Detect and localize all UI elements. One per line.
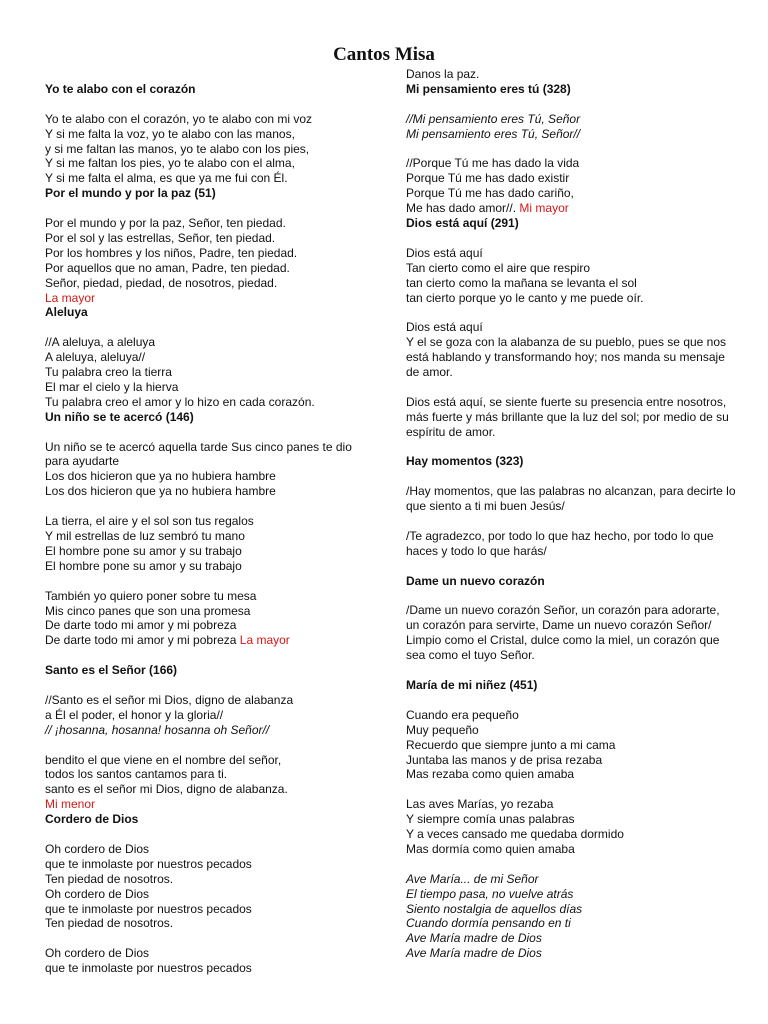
line-text: Y el se goza con la alabanza de su pueblo, pues se que nos está hablando y transformando hoy; nos manda su mensaje de amor. bbox=[406, 335, 727, 380]
lyric-line bbox=[406, 261, 736, 276]
blank-line bbox=[406, 305, 736, 320]
lyric-line bbox=[406, 395, 736, 440]
lyric-line bbox=[45, 559, 375, 574]
lyric-line bbox=[45, 127, 375, 142]
blank-line bbox=[406, 97, 736, 112]
line-text: Un niño se te acercó (146) bbox=[45, 409, 194, 424]
line-text: Mi pensamiento eres Tú, Señor// bbox=[406, 126, 581, 141]
lyric-line bbox=[45, 887, 375, 902]
line-text: Yo te alabo con el corazón bbox=[45, 81, 196, 96]
lyric-line bbox=[406, 767, 736, 782]
lyric-line bbox=[406, 291, 736, 306]
lyric-line bbox=[406, 335, 736, 380]
song-title bbox=[406, 678, 736, 693]
lyric-line bbox=[45, 261, 375, 276]
lyric-line bbox=[406, 603, 736, 633]
lyric-line bbox=[45, 529, 375, 544]
song-title bbox=[45, 663, 375, 678]
line-text: //Porque Tú me has dado la vida bbox=[406, 156, 580, 171]
lyric-line bbox=[45, 753, 375, 768]
blank-line bbox=[406, 663, 736, 678]
blank-line bbox=[406, 514, 736, 529]
lyric-line bbox=[45, 633, 375, 648]
lyric-line bbox=[406, 127, 736, 142]
song-title bbox=[45, 305, 375, 320]
lyric-line bbox=[406, 708, 736, 723]
song-title bbox=[406, 216, 736, 231]
lyric-line bbox=[45, 767, 375, 782]
lyric-line bbox=[406, 887, 736, 902]
lyric-line bbox=[406, 916, 736, 931]
lyric-line bbox=[406, 723, 736, 738]
line-text: El tiempo pasa, no vuelve atrás bbox=[406, 886, 574, 901]
line-text: Yo te alabo con el corazón, yo te alabo con mi voz bbox=[45, 111, 313, 126]
line-text: Mi menor bbox=[45, 797, 96, 812]
blank-line bbox=[406, 469, 736, 484]
line-text: /Te agradezco, por todo lo que haz hecho, por todo lo que haces y todo lo que harás/ bbox=[406, 528, 714, 558]
lyric-line bbox=[45, 708, 375, 723]
line-text: tan cierto porque yo le canto y me puede oír. bbox=[406, 290, 644, 305]
line-text: La mayor bbox=[45, 290, 96, 305]
line-text: que te inmolaste por nuestros pecados bbox=[45, 961, 252, 976]
line-text: Hay momentos (323) bbox=[406, 454, 524, 469]
song-title bbox=[45, 186, 375, 201]
lyric-line bbox=[406, 171, 736, 186]
line-text: Y si me faltan los pies, yo te alabo con el alma, bbox=[45, 156, 295, 171]
line-text: De darte todo mi amor y mi pobreza bbox=[45, 618, 237, 633]
line-text: Y mil estrellas de luz sembró tu mano bbox=[45, 529, 245, 543]
lyric-line bbox=[406, 67, 736, 82]
lyric-line bbox=[45, 902, 375, 917]
lyric-line bbox=[45, 276, 375, 291]
line-text: Dios está aquí (291) bbox=[406, 216, 519, 231]
line-text: Cuando era pequeño bbox=[406, 707, 519, 722]
line-text: //Mi pensamiento eres Tú, Señor bbox=[406, 111, 581, 126]
line-text: Limpio como el Cristal, dulce como la miel, un corazón que sea como el tuyo Señor. bbox=[406, 633, 720, 663]
line-text: También yo quiero poner sobre tu mesa bbox=[45, 588, 257, 603]
line-text: Y si me falta la voz, yo te alabo con las manos, bbox=[45, 126, 295, 141]
line-text: Mi pensamiento eres tú (328) bbox=[406, 81, 571, 96]
blank-line bbox=[45, 648, 375, 663]
lyric-line bbox=[45, 618, 375, 633]
lyric-line bbox=[406, 186, 736, 201]
line-text: Me has dado amor//. bbox=[406, 201, 517, 216]
lyric-line bbox=[406, 827, 736, 842]
line-text: Siento nostalgia de aquellos días bbox=[406, 901, 583, 916]
line-text: Las aves Marías, yo rezaba bbox=[406, 797, 554, 812]
line-text: Señor, piedad, piedad, de nosotros, piedad. bbox=[45, 275, 278, 290]
song-title bbox=[45, 812, 375, 827]
line-text: Dios está aquí bbox=[406, 320, 483, 335]
lyric-line bbox=[45, 142, 375, 157]
line-text: Oh cordero de Dios bbox=[45, 886, 150, 901]
lyric-line bbox=[406, 812, 736, 827]
line-text: De darte todo mi amor y mi pobreza bbox=[45, 633, 237, 648]
lyric-line bbox=[406, 156, 736, 171]
lyric-line bbox=[406, 797, 736, 812]
lyric-line bbox=[45, 231, 375, 246]
lyric-line bbox=[45, 693, 375, 708]
lyric-line bbox=[45, 335, 375, 350]
line-text: Oh cordero de Dios bbox=[45, 841, 150, 856]
line-text: Ten piedad de nosotros. bbox=[45, 916, 174, 931]
lyric-line bbox=[45, 961, 375, 976]
lyric-line bbox=[45, 842, 375, 857]
line-text: Santo es el Señor (166) bbox=[45, 663, 178, 678]
song-title bbox=[45, 82, 375, 97]
lyric-line bbox=[406, 529, 736, 559]
line-text: bendito el que viene en el nombre del señor, bbox=[45, 752, 282, 767]
line-text: Ave María madre de Dios bbox=[406, 946, 542, 961]
key-note bbox=[45, 797, 375, 812]
lyric-line bbox=[45, 484, 375, 499]
lyric-line bbox=[406, 842, 736, 857]
lyric-line bbox=[45, 171, 375, 186]
line-text: Por el mundo y por la paz (51) bbox=[45, 186, 216, 201]
lyric-line bbox=[45, 857, 375, 872]
lyric-line bbox=[406, 484, 736, 514]
song-title bbox=[406, 574, 736, 589]
line-text: Dios está aquí, se siente fuerte su presencia entre nosotros, más fuerte y más brillante que la luz del sol; por medio de su espíritu de amor. bbox=[406, 394, 729, 439]
blank-line bbox=[406, 380, 736, 395]
blank-line bbox=[45, 499, 375, 514]
line-text: /Hay momentos, que las palabras no alcanzan, para decirte lo que siento a ti mi buen Jesús/ bbox=[406, 484, 736, 514]
line-text: Aleluya bbox=[45, 305, 88, 320]
line-text: Ten piedad de nosotros. bbox=[45, 871, 174, 886]
lyric-line bbox=[45, 112, 375, 127]
line-text: Tu palabra creo la tierra bbox=[45, 365, 172, 380]
line-text: Un niño se te acercó aquella tarde Sus cinco panes te dio para ayudarte bbox=[45, 439, 352, 469]
blank-line bbox=[45, 425, 375, 440]
line-text: Y si me falta el alma, es que ya me fui con Él. bbox=[45, 171, 288, 186]
line-text: //Santo es el señor mi Dios, digno de alabanza bbox=[45, 692, 294, 707]
lyric-line bbox=[45, 246, 375, 261]
blank-line bbox=[45, 97, 375, 112]
line-text: // ¡hosanna, hosanna! hosanna oh Señor// bbox=[45, 722, 270, 737]
lyric-line bbox=[45, 514, 375, 529]
line-text: santo es el señor mi Dios, digno de alabanza. bbox=[45, 782, 288, 797]
line-text: Por el sol y las estrellas, Señor, ten piedad. bbox=[45, 230, 276, 245]
line-text: que te inmolaste por nuestros pecados bbox=[45, 901, 252, 916]
lyric-line bbox=[406, 931, 736, 946]
song-title bbox=[406, 454, 736, 469]
lyric-line bbox=[45, 782, 375, 797]
lyric-line bbox=[45, 916, 375, 931]
blank-line bbox=[406, 693, 736, 708]
line-text: a Él el poder, el honor y la gloria// bbox=[45, 707, 224, 722]
blank-line bbox=[406, 559, 736, 574]
lyric-line bbox=[406, 902, 736, 917]
lyric-line bbox=[45, 469, 375, 484]
blank-line bbox=[406, 440, 736, 455]
line-text: Oh cordero de Dios bbox=[45, 946, 150, 961]
blank-line bbox=[45, 738, 375, 753]
line-text: Por el mundo y por la paz, Señor, ten piedad. bbox=[45, 216, 286, 231]
lyric-line bbox=[45, 604, 375, 619]
line-text: Porque Tú me has dado existir bbox=[406, 171, 570, 186]
key-note bbox=[45, 291, 375, 306]
key-note: Mi mayor bbox=[519, 201, 569, 216]
lyric-line bbox=[45, 216, 375, 231]
lyric-line bbox=[45, 723, 375, 738]
right-column bbox=[406, 67, 736, 961]
lyric-line bbox=[406, 201, 736, 216]
line-text: El hombre pone su amor y su trabajo bbox=[45, 558, 242, 573]
blank-line bbox=[406, 142, 736, 157]
line-text: Los dos hicieron que ya no hubiera hambre bbox=[45, 484, 276, 499]
line-text: Mas dormía como quien amaba bbox=[406, 841, 575, 856]
line-text: que te inmolaste por nuestros pecados bbox=[45, 856, 252, 871]
line-text: /Dame un nuevo corazón Señor, un corazón para adorarte, un corazón para servirte, Dame un nuevo corazón Señor/ bbox=[406, 603, 720, 633]
blank-line bbox=[45, 67, 375, 82]
lyric-line bbox=[406, 633, 736, 663]
line-text: Dame un nuevo corazón bbox=[406, 573, 545, 588]
line-text: Porque Tú me has dado cariño, bbox=[406, 186, 574, 201]
line-text: //A aleluya, a aleluya bbox=[45, 335, 156, 350]
blank-line bbox=[406, 857, 736, 872]
lyric-line bbox=[406, 246, 736, 261]
blank-line bbox=[45, 931, 375, 946]
blank-line bbox=[406, 231, 736, 246]
lyric-line bbox=[45, 350, 375, 365]
lyric-line bbox=[406, 753, 736, 768]
line-text: Ave María madre de Dios bbox=[406, 931, 542, 946]
blank-line bbox=[45, 574, 375, 589]
lyric-line bbox=[406, 946, 736, 961]
line-text: Mas rezaba como quien amaba bbox=[406, 767, 575, 782]
blank-line bbox=[45, 320, 375, 335]
lyric-line bbox=[45, 544, 375, 559]
lyric-line bbox=[45, 872, 375, 887]
line-text: y si me faltan las manos, yo te alabo con los pies, bbox=[45, 141, 310, 156]
line-text: Los dos hicieron que ya no hubiera hambre bbox=[45, 469, 276, 484]
line-text: Ave María... de mi Señor bbox=[406, 871, 539, 886]
line-text: Tan cierto como el aire que respiro bbox=[406, 260, 591, 275]
line-text: tan cierto como la mañana se levanta el sol bbox=[406, 275, 637, 290]
line-text: Tu palabra creo el amor y lo hizo en cada corazón. bbox=[45, 394, 315, 409]
line-text: El hombre pone su amor y su trabajo bbox=[45, 543, 242, 558]
line-text: Por los hombres y los niños, Padre, ten piedad. bbox=[45, 245, 298, 260]
song-title bbox=[406, 82, 736, 97]
blank-line bbox=[406, 782, 736, 797]
page-title: Cantos Misa bbox=[333, 44, 435, 65]
lyric-line bbox=[45, 395, 375, 410]
lyric-line bbox=[45, 380, 375, 395]
lyric-line bbox=[45, 946, 375, 961]
lyric-line bbox=[406, 276, 736, 291]
blank-line bbox=[45, 678, 375, 693]
lyric-line bbox=[406, 872, 736, 887]
blank-line bbox=[45, 201, 375, 216]
line-text: El mar el cielo y la hierva bbox=[45, 379, 179, 394]
lyric-line bbox=[45, 156, 375, 171]
lyric-line bbox=[406, 112, 736, 127]
left-column bbox=[45, 67, 375, 976]
key-note: La mayor bbox=[239, 633, 290, 648]
lyric-line bbox=[45, 365, 375, 380]
line-text: todos los santos cantamos para ti. bbox=[45, 767, 228, 782]
line-text: La tierra, el aire y el sol son tus regalos bbox=[45, 514, 254, 529]
line-text: Cuando dormía pensando en ti bbox=[406, 916, 571, 931]
lyric-line bbox=[45, 589, 375, 604]
line-text: Por aquellos que no aman, Padre, ten piedad. bbox=[45, 260, 290, 275]
line-text: Muy pequeño bbox=[406, 722, 479, 737]
lyric-line bbox=[406, 320, 736, 335]
blank-line bbox=[406, 589, 736, 604]
lyric-line bbox=[406, 738, 736, 753]
line-text: Mis cinco panes que son una promesa bbox=[45, 603, 251, 618]
song-title bbox=[45, 410, 375, 425]
lyric-line bbox=[45, 440, 375, 470]
line-text: Recuerdo que siempre junto a mi cama bbox=[406, 737, 616, 752]
line-text: María de mi niñez (451) bbox=[406, 677, 538, 692]
line-text: Danos la paz. bbox=[406, 67, 480, 81]
blank-line bbox=[45, 827, 375, 842]
line-text: Juntaba las manos y de prisa rezaba bbox=[406, 752, 603, 767]
line-text: Dios está aquí bbox=[406, 245, 483, 260]
line-text: A aleluya, aleluya// bbox=[45, 350, 146, 365]
line-text: Y siempre comía unas palabras bbox=[406, 812, 575, 827]
line-text: Cordero de Dios bbox=[45, 812, 139, 827]
line-text: Y a veces cansado me quedaba dormido bbox=[406, 827, 624, 842]
